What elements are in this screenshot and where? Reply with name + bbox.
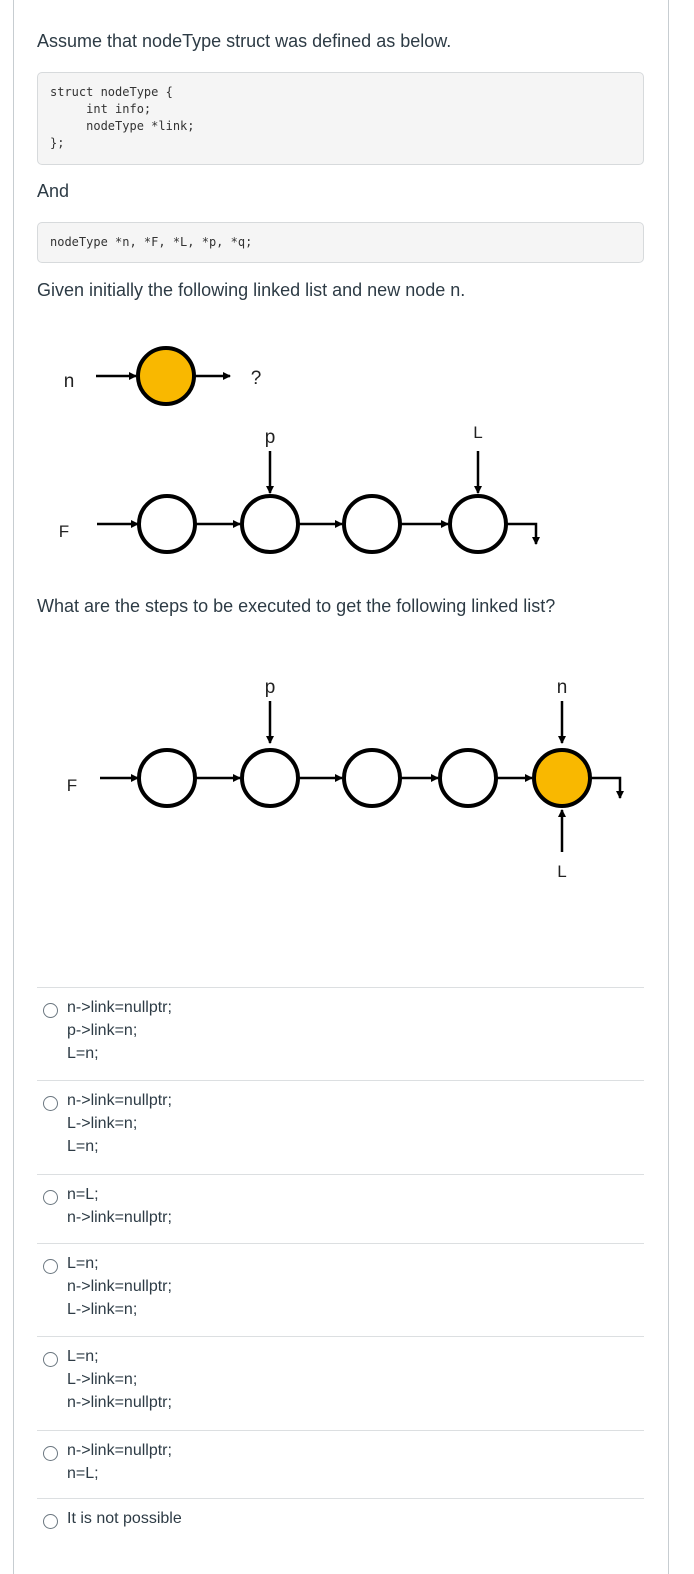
null-link-arrow: [506, 524, 536, 544]
F-pointer-label: F: [66, 776, 78, 795]
n-pointer-label: n: [556, 677, 568, 698]
final-linked-list-diagram: [0, 660, 694, 900]
answer-radio-2[interactable]: [43, 1096, 58, 1111]
p-pointer-label: p: [264, 677, 276, 698]
answer-radio-5[interactable]: [43, 1352, 58, 1367]
option-line: n->link=nullptr;: [67, 1092, 172, 1109]
option-line: n->link=nullptr;: [67, 1442, 172, 1459]
initial-linked-list-diagram: [0, 330, 694, 570]
new-node-circle: [534, 750, 590, 806]
option-line: L=n;: [67, 1348, 99, 1365]
option-line: L=n;: [67, 1255, 99, 1272]
option-line: n->link=nullptr;: [67, 1278, 172, 1295]
answer-option-5[interactable]: [37, 1336, 644, 1430]
given-text: Given initially the following linked list and new node n.: [37, 280, 466, 300]
list-node-4: [440, 750, 496, 806]
null-link-arrow: [590, 778, 620, 798]
list-node-2: [242, 750, 298, 806]
option-line: L=n;: [67, 1045, 99, 1062]
option-line: L->link=n;: [67, 1115, 138, 1132]
answer-option-2[interactable]: [37, 1080, 644, 1174]
option-line: n->link=nullptr;: [67, 1209, 172, 1226]
n-pointer-label: n: [63, 371, 75, 392]
answer-option-3[interactable]: [37, 1174, 644, 1243]
list-node-3: [344, 496, 400, 552]
option-line: L=n;: [67, 1138, 99, 1155]
list-node-4: [450, 496, 506, 552]
new-node-circle: [138, 348, 194, 404]
answer-radio-4[interactable]: [43, 1259, 58, 1274]
answer-radio-1[interactable]: [43, 1003, 58, 1018]
option-line: n=L;: [67, 1186, 99, 1203]
answer-option-4[interactable]: [37, 1243, 644, 1336]
struct-code-block: struct nodeType { int info; nodeType *link; };: [37, 72, 644, 165]
p-pointer-label: p: [264, 427, 276, 448]
intro-text: Assume that nodeType struct was defined as below.: [37, 31, 452, 51]
list-node-2: [242, 496, 298, 552]
list-node-3: [344, 750, 400, 806]
steps-prompt-text: What are the steps to be executed to get the following linked list?: [37, 596, 556, 616]
answer-option-1[interactable]: [37, 987, 644, 1080]
L-pointer-label: L: [473, 423, 483, 442]
list-node-1: [139, 496, 195, 552]
unknown-link-label: ?: [250, 368, 262, 389]
F-pointer-label: F: [58, 522, 70, 541]
answer-radio-6[interactable]: [43, 1446, 58, 1461]
answer-option-6[interactable]: [37, 1430, 644, 1498]
option-line: It is not possible: [67, 1510, 182, 1527]
list-node-1: [139, 750, 195, 806]
option-line: L->link=n;: [67, 1371, 138, 1388]
option-line: n->link=nullptr;: [67, 999, 172, 1016]
option-line: p->link=n;: [67, 1022, 138, 1039]
declaration-code-block: nodeType *n, *F, *L, *p, *q;: [37, 222, 644, 263]
option-line: n=L;: [67, 1465, 99, 1482]
answer-option-7[interactable]: [37, 1498, 644, 1548]
answer-radio-7[interactable]: [43, 1514, 58, 1529]
L-pointer-label: L: [557, 862, 567, 881]
answer-radio-3[interactable]: [43, 1190, 58, 1205]
option-line: n->link=nullptr;: [67, 1394, 172, 1411]
option-line: L->link=n;: [67, 1301, 138, 1318]
and-text: And: [37, 181, 70, 201]
